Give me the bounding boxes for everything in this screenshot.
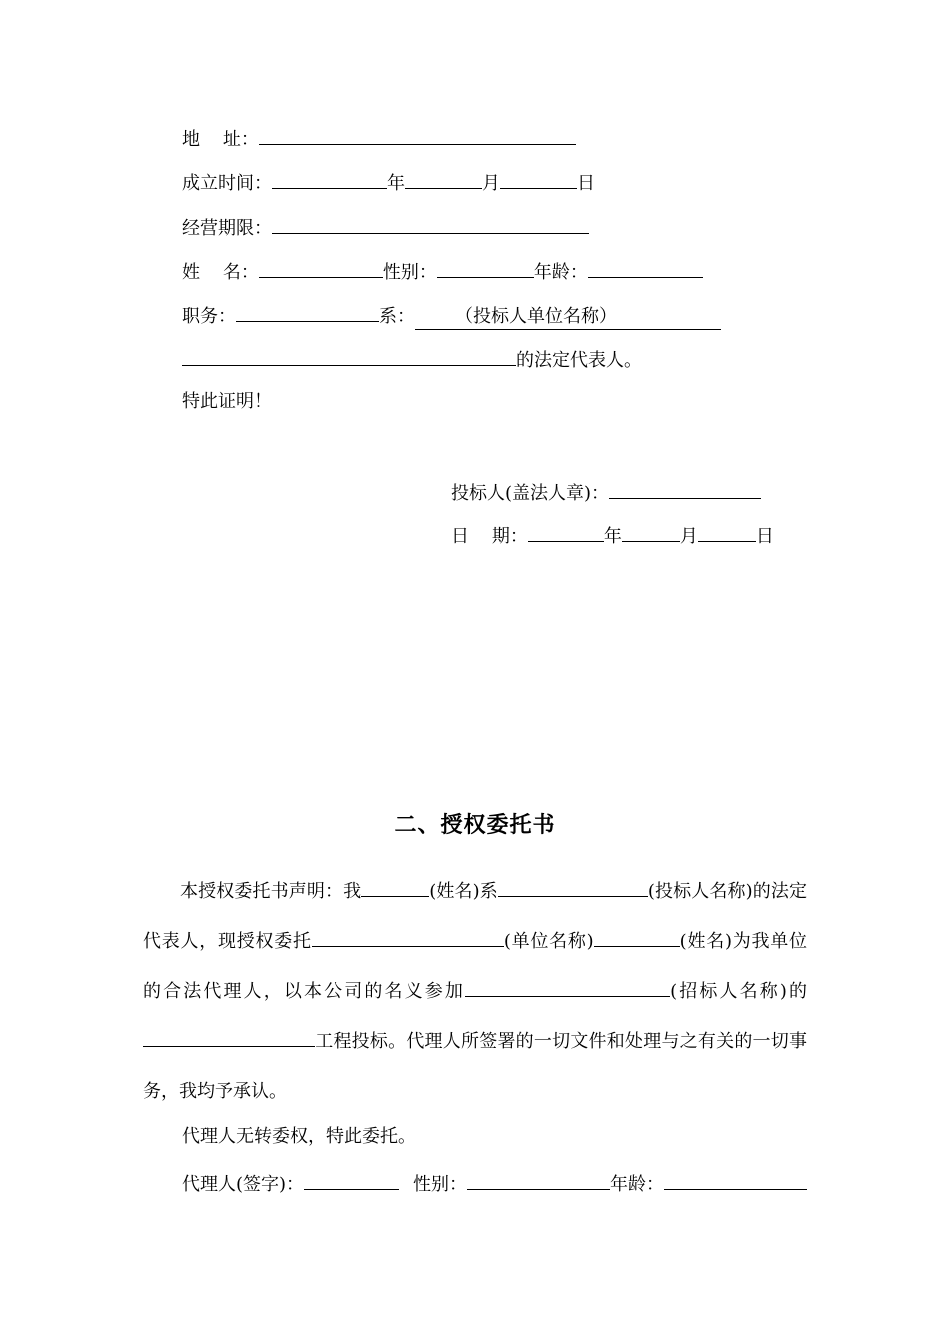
is-label: 系：	[379, 306, 415, 327]
cert-date-label: 日 期：	[451, 526, 528, 547]
cert-month-label: 月	[679, 526, 698, 547]
cert-date-year-field[interactable]	[528, 521, 604, 542]
no-subdelegation-row	[182, 1125, 416, 1149]
p1-text-f: (招标人名称)的	[670, 981, 808, 1002]
agent-name-field[interactable]	[594, 926, 680, 947]
p1-text-a: 本授权委托书声明：我	[180, 881, 362, 902]
term-row	[182, 213, 589, 237]
position-row	[182, 301, 721, 325]
bidder-seal-row	[451, 478, 761, 502]
declarant-name-field[interactable]	[361, 876, 429, 897]
founded-day-field[interactable]	[500, 168, 577, 189]
term-label: 经营期限：	[182, 218, 272, 239]
agent-sign-row	[182, 1169, 807, 1193]
name-field[interactable]	[259, 257, 383, 278]
founded-label: 成立时间：	[182, 173, 272, 194]
certify-row	[182, 390, 272, 414]
gender-label: 性别：	[382, 262, 437, 283]
no-subdelegation-text: 代理人无转委权，特此委托。	[182, 1126, 416, 1147]
authorization-paragraph	[143, 867, 807, 1117]
gender-field[interactable]	[437, 257, 534, 278]
founded-year-field[interactable]	[272, 168, 387, 189]
p1-text-e: (姓名)为我单位的合法代理人，以本公司的名义参加	[143, 931, 808, 1002]
cert-date-day-field[interactable]	[698, 521, 756, 542]
position-label: 职务：	[182, 306, 236, 327]
bidder-seal-label: 投标人(盖法人章)：	[451, 483, 610, 504]
bidder-seal-field[interactable]	[609, 478, 761, 499]
cert-date-month-field[interactable]	[622, 521, 680, 542]
p1-text-d: (单位名称)	[503, 931, 594, 952]
authorization-title: 二、授权委托书	[394, 813, 556, 838]
project-name-field[interactable]	[143, 1026, 315, 1047]
legal-rep-unit-field[interactable]	[182, 345, 516, 366]
agent-unit-field[interactable]	[312, 926, 504, 947]
year-label: 年	[387, 173, 405, 194]
tenderer-name-field[interactable]	[465, 976, 670, 997]
name-row	[182, 257, 703, 281]
term-field[interactable]	[272, 213, 589, 234]
agent-gender-field[interactable]	[467, 1169, 610, 1190]
agent-sign-field[interactable]	[304, 1169, 399, 1190]
month-label: 月	[482, 173, 500, 194]
age-field[interactable]	[588, 257, 703, 278]
founded-row	[182, 168, 595, 192]
legal-rep-suffix: 的法定代表人。	[516, 350, 642, 371]
certify-text: 特此证明！	[182, 391, 272, 412]
address-row	[182, 124, 576, 148]
agent-sign-label: 代理人(签字)：	[182, 1174, 305, 1195]
legal-rep-row	[182, 345, 642, 369]
position-field[interactable]	[236, 301, 379, 322]
p1-text-b: (姓名)系	[429, 881, 498, 902]
cert-date-row	[451, 521, 774, 545]
name-label: 姓 名：	[182, 262, 259, 283]
bidder-unit-placeholder: （投标人单位名称）	[455, 306, 617, 327]
agent-age-label: 年龄：	[610, 1174, 665, 1195]
day-label: 日	[577, 173, 595, 194]
cert-day-label: 日	[755, 526, 774, 547]
bidder-unit-field[interactable]	[415, 305, 721, 330]
agent-age-field[interactable]	[664, 1169, 807, 1190]
p1-text-c: (投标人名称)的法定代表人，现授权委托	[143, 881, 808, 952]
bidder-name-field[interactable]	[498, 876, 648, 897]
address-label: 地 址：	[182, 129, 259, 150]
address-field[interactable]	[259, 124, 576, 145]
founded-month-field[interactable]	[405, 168, 482, 189]
agent-gender-label: 性别：	[413, 1174, 468, 1195]
age-label: 年龄：	[533, 262, 588, 283]
p1-text-g: 工程投标。代理人所签署的一切文件和处理与之有关的一切事务，我均予承认。	[143, 1031, 807, 1102]
cert-year-label: 年	[603, 526, 622, 547]
